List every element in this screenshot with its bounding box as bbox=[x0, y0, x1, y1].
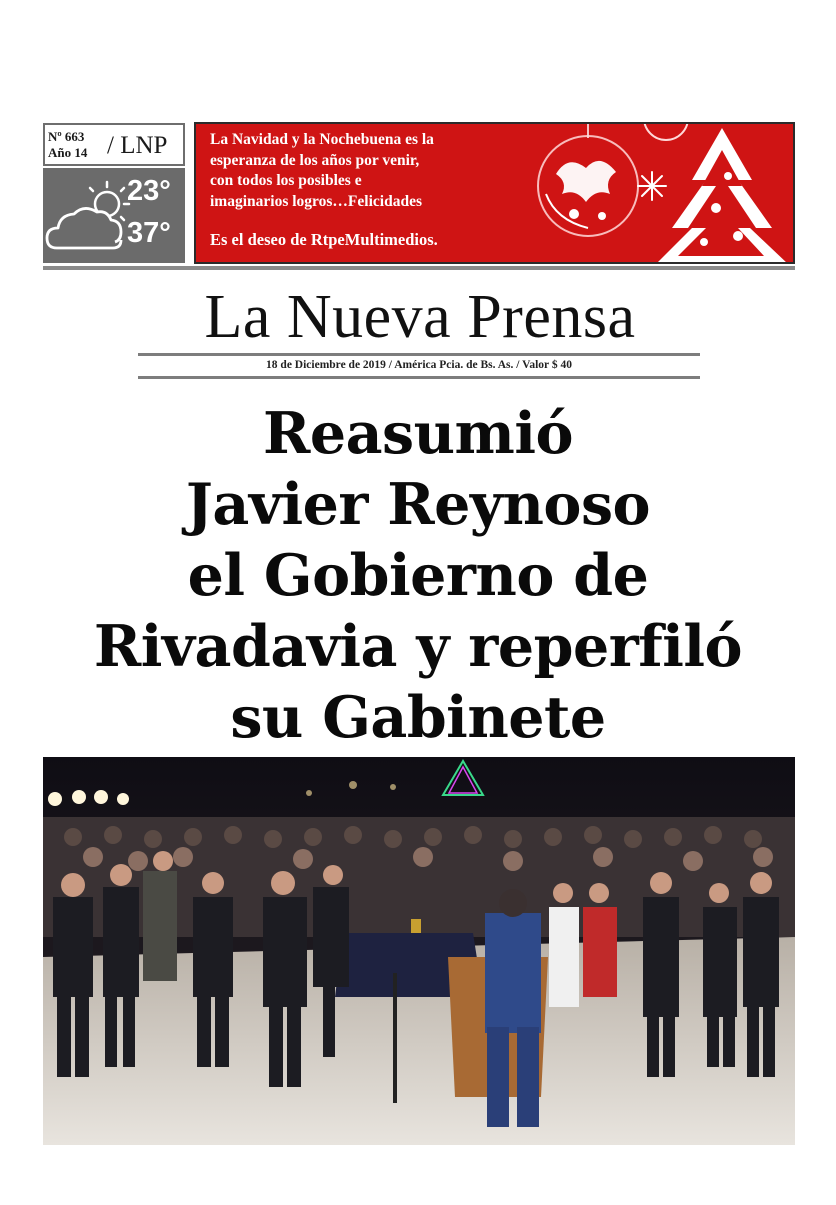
swearing-in-scene bbox=[43, 757, 795, 1145]
christmas-banner-ad bbox=[194, 122, 795, 264]
masthead-rule-bottom bbox=[138, 376, 700, 379]
issue-tag: / LNP bbox=[107, 132, 168, 159]
banner-line: esperanza de los años por venir, bbox=[210, 151, 420, 169]
masthead-rule-top bbox=[138, 353, 700, 356]
headline-line: el Gobierno de bbox=[187, 542, 649, 609]
officials-swearing-in-photo bbox=[43, 757, 795, 1145]
banner-line: La Navidad y la Nochebuena es la bbox=[210, 131, 434, 148]
headline-line: su Gabinete bbox=[230, 684, 606, 751]
banner-message bbox=[210, 130, 540, 212]
banner-signature: Es el deseo de RtpeMultimedios. bbox=[210, 230, 438, 249]
christmas-tree-icon bbox=[656, 128, 788, 264]
banner-line: con todos los posibles e bbox=[210, 172, 362, 189]
issue-year: Año 14 bbox=[48, 145, 88, 160]
weather-panel bbox=[43, 168, 185, 263]
temperature-min: 23° bbox=[127, 175, 171, 207]
issue-number-panel bbox=[43, 123, 185, 166]
banner-line: imaginarios logros…Felicidades bbox=[210, 192, 422, 210]
main-headline bbox=[20, 398, 816, 753]
issue-number: Nº 663 bbox=[48, 129, 85, 144]
dateline: 18 de Diciembre de 2019 / América Pcia. de Bs. As. / Valor $ 40 bbox=[266, 359, 572, 371]
christmas-ornament-icon bbox=[538, 124, 638, 236]
masthead-title: La Nueva Prensa bbox=[204, 283, 636, 351]
snowflake-icon bbox=[638, 172, 666, 200]
headline-line: Reasumió bbox=[262, 400, 574, 467]
temperature-max: 37° bbox=[127, 217, 171, 249]
headline-line: Rivadavia y reperfiló bbox=[93, 613, 743, 680]
header-divider bbox=[43, 266, 795, 270]
christmas-decoration-art bbox=[516, 124, 795, 264]
issue-info-box bbox=[43, 123, 185, 263]
headline-line: Javier Reynoso bbox=[185, 471, 651, 538]
